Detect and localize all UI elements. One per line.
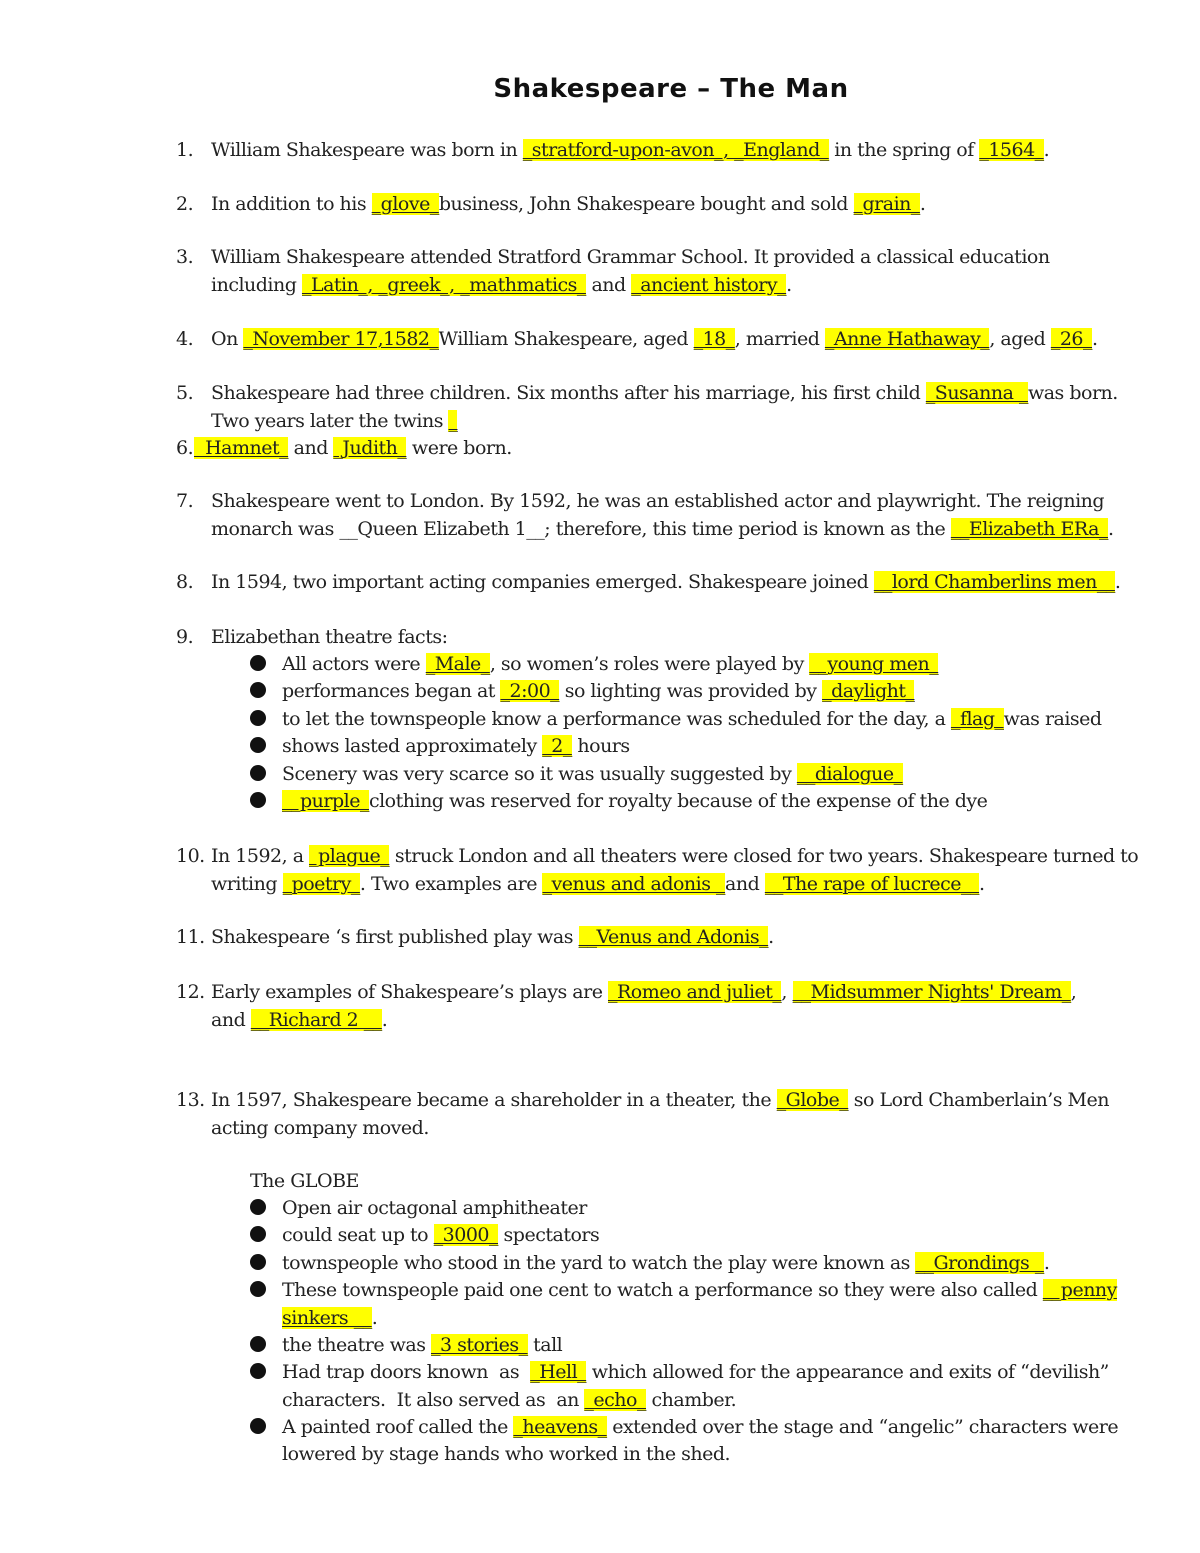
bullet-icon <box>250 1199 266 1215</box>
question-text: On _November 17,1582_William Shakespeare, aged _18_, married _Anne Hathaway_, aged _26_. <box>211 328 1098 350</box>
question-text: and __Richard 2 __. <box>211 1008 388 1031</box>
question-text: In addition to his _glove_business, John Shakespeare bought and sold _grain_. <box>211 193 926 215</box>
answer-field: __Richard 2 __ <box>250 1008 382 1031</box>
answer-field: _stratford-upon-avon_, _England_ <box>522 139 829 161</box>
answer-field: _3 stories_ <box>430 1334 528 1356</box>
question-number: 6. <box>176 437 194 459</box>
list-item: All actors were _Male_, so women’s roles were played by __young men_ <box>250 651 938 679</box>
answer-field: _Globe_ <box>776 1089 849 1111</box>
answer-field: _daylight_ <box>822 680 915 702</box>
list-item: __purple_clothing was reserved for royalty because of the expense of the dye <box>250 788 987 816</box>
question-number: 13. <box>176 1089 205 1111</box>
answer-field: Hamnet_ <box>194 437 289 459</box>
list-item-continuation: characters. It also served as an _echo_ chamber. <box>282 1389 737 1411</box>
answer-field: _Latin_, _greek_, _mathmatics_ <box>301 273 586 296</box>
answer-field: _Judith_ <box>333 437 407 459</box>
answer-field: _venus and adonis _ <box>542 872 726 895</box>
answer-field: _Hell_ <box>530 1361 587 1383</box>
bullet-icon <box>250 655 266 671</box>
question-text: In 1594, two important acting companies emerged. Shakespeare joined __lord Chamberlins men__. <box>211 571 1121 593</box>
answer-field: __Midsummer Nights' Dream_ <box>792 981 1071 1003</box>
question-text: In 1597, Shakespeare became a shareholder in a theater, the _Globe_ so Lord Chamberlain’s Men <box>211 1089 1109 1111</box>
list-item: Had trap doors known as _Hell_ which allowed for the appearance and exits of “devilish” <box>250 1359 1109 1387</box>
list-item: shows lasted approximately _2_ hours <box>250 733 630 761</box>
question-text: William Shakespeare was born in _stratford-upon-avon_, _England_ in the spring of _1564_. <box>211 139 1050 161</box>
bullet-icon <box>250 1226 266 1242</box>
page-title: Shakespeare – The Man <box>493 74 849 104</box>
answer-field: sinkers __ <box>282 1307 372 1329</box>
answer-field: __dialogue_ <box>796 763 903 785</box>
question-text: Shakespeare went to London. By 1592, he was an established actor and playwright. The reigning <box>211 490 1105 512</box>
question-number: 2. <box>176 193 194 215</box>
question-text: William Shakespeare attended Stratford Grammar School. It provided a classical education <box>211 246 1050 268</box>
answer-field: _18_ <box>693 328 735 350</box>
list-item: These townspeople paid one cent to watch a performance so they were also called __penny <box>250 1277 1117 1305</box>
answer-field: _1564_ <box>979 139 1044 161</box>
answer-field: __lord Chamberlins men__ <box>873 571 1115 593</box>
question-number: 4. <box>176 328 194 350</box>
list-item: townspeople who stood in the yard to watch the play were known as __Grondings _. <box>250 1250 1049 1278</box>
bullet-icon <box>250 1363 266 1379</box>
answer-field: _ <box>448 409 458 432</box>
question-text: In 1592, a _plague_ struck London and all theaters were closed for two years. Shakespeare turned to <box>211 845 1139 867</box>
answer-field: _26_ <box>1050 328 1093 350</box>
question-number: 8. <box>176 571 194 593</box>
bullet-icon <box>250 1418 266 1434</box>
list-item: performances began at _2:00_ so lighting was provided by _daylight_ <box>250 678 914 706</box>
answer-field: _Male_ <box>425 653 490 675</box>
bullet-icon <box>250 1254 266 1270</box>
question-number: 7. <box>176 490 194 512</box>
question-text: Hamnet_ and _Judith_ were born. <box>194 437 512 459</box>
answer-field: _flag_ <box>950 708 1004 730</box>
question-text: Shakespeare had three children. Six months after his marriage, his first child _Susanna _was born. <box>211 382 1118 404</box>
question-text: including _Latin_, _greek_, _mathmatics_ and _ancient history_. <box>211 273 792 296</box>
answer-field: __penny <box>1042 1279 1117 1301</box>
bullet-icon <box>250 1336 266 1352</box>
answer-field: _poetry_ <box>282 872 360 895</box>
answer-field: __purple_ <box>282 790 369 812</box>
question-number: 12. <box>176 981 205 1003</box>
answer-field: __Elizabeth ERa_ <box>950 517 1108 540</box>
answer-field: _2_ <box>542 735 572 757</box>
answer-field: _grain_ <box>853 193 920 215</box>
question-text: Elizabethan theatre facts: <box>211 626 448 648</box>
bullet-icon <box>250 710 266 726</box>
answer-field: __The rape of lucrece__ <box>764 872 980 895</box>
bullet-icon <box>250 765 266 781</box>
list-item-continuation: sinkers __. <box>282 1307 378 1329</box>
list-item-continuation: lowered by stage hands who worked in the shed. <box>282 1443 731 1465</box>
answer-field: _glove_ <box>371 193 439 215</box>
answer-field: _November 17,1582_ <box>243 328 439 350</box>
question-number: 9. <box>176 626 194 648</box>
answer-field: _3000_ <box>433 1224 499 1246</box>
question-number: 5. <box>176 382 194 404</box>
section-heading: The GLOBE <box>250 1170 359 1192</box>
question-text: Early examples of Shakespeare’s plays are _Romeo and juliet_, __Midsummer Nights' Dream_, <box>211 981 1077 1003</box>
bullet-icon <box>250 737 266 753</box>
question-number: 10. <box>176 845 205 867</box>
question-text: Two years later the twins _ <box>211 409 458 432</box>
question-text: writing _poetry_. Two examples are _venus and adonis _and __The rape of lucrece__. <box>211 872 985 895</box>
list-item: Scenery was very scarce so it was usually suggested by __dialogue_ <box>250 761 903 789</box>
question-text: acting company moved. <box>211 1116 429 1139</box>
answer-field: _plague_ <box>309 845 390 867</box>
answer-field: _ancient history_ <box>631 273 787 296</box>
question-number: 3. <box>176 246 194 268</box>
question-number: 11. <box>176 926 205 948</box>
question-number: 1. <box>176 139 194 161</box>
list-item: the theatre was _3 stories_ tall <box>250 1332 562 1360</box>
answer-field: _heavens_ <box>513 1416 607 1438</box>
answer-field: _Romeo and juliet_ <box>607 981 782 1003</box>
list-item: to let the townspeople know a performance was scheduled for the day, a _flag_was raised <box>250 706 1102 734</box>
answer-field: _Anne Hathaway_ <box>824 328 990 350</box>
list-item: A painted roof called the _heavens_ extended over the stage and “angelic” characters were <box>250 1414 1118 1442</box>
question-text: monarch was __Queen Elizabeth 1__; therefore, this time period is known as the __Elizabeth ERa_. <box>211 517 1114 540</box>
list-item: could seat up to _3000_ spectators <box>250 1222 599 1250</box>
question-text: Shakespeare ‘s first published play was __Venus and Adonis_. <box>211 926 774 948</box>
answer-field: __young men_ <box>809 653 939 675</box>
bullet-icon <box>250 792 266 808</box>
answer-field: __Grondings _ <box>915 1252 1044 1274</box>
bullet-icon <box>250 682 266 698</box>
answer-field: _echo_ <box>584 1389 646 1411</box>
answer-field: _2:00_ <box>500 680 560 702</box>
bullet-icon <box>250 1281 266 1297</box>
answer-field: __Venus and Adonis_ <box>578 926 769 948</box>
answer-field: _Susanna _ <box>925 382 1028 404</box>
list-item: Open air octagonal amphitheater <box>250 1195 587 1223</box>
